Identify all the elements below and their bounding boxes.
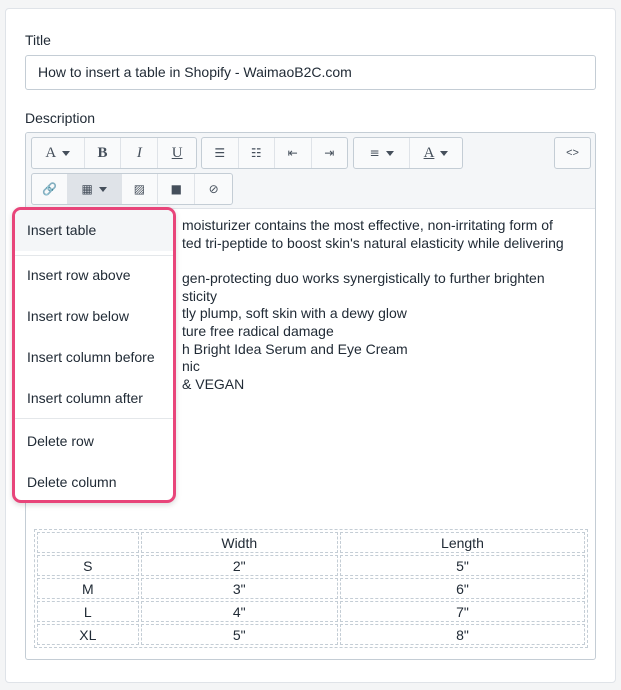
text-color-button[interactable] [410,138,462,168]
content-line: sticity [182,287,217,304]
menu-item-insert-table[interactable]: Insert table [15,210,173,251]
content-line: h Bright Idea Serum and Eye Cream [182,340,408,357]
content-line: moisturizer contains the most effective, non-irritating form of [182,217,553,233]
bold-button[interactable] [85,138,122,168]
image-icon: ▨ [133,182,146,196]
align-button[interactable] [354,138,410,168]
menu-item-delete-column[interactable]: Delete column [27,474,117,490]
table-row [37,601,585,622]
indent-button[interactable] [312,138,348,168]
table-icon: ▦ [81,182,93,196]
table-cell[interactable]: 4" [141,601,338,622]
menu-item-insert-row-above[interactable]: Insert row above [27,267,131,283]
chevron-down-icon [99,187,107,192]
content-line: & VEGAN [182,375,245,392]
table-header-cell[interactable] [37,532,139,553]
numbered-list-button[interactable] [239,138,276,168]
table-cell[interactable]: 7" [340,601,585,622]
menu-item-delete-row[interactable]: Delete row [27,433,94,449]
table-cell[interactable]: S [37,555,139,576]
chevron-down-icon [386,151,394,156]
chevron-down-icon [440,151,448,156]
table-cell[interactable]: 6" [340,578,585,599]
editor-content[interactable] [182,217,564,393]
italic-icon: I [136,144,142,161]
link-button[interactable] [32,174,68,204]
link-icon: 🔗 [41,182,57,196]
menu-item-insert-row-below[interactable]: Insert row below [27,308,129,324]
table-button[interactable] [68,174,122,204]
table-cell[interactable]: L [37,601,139,622]
content-line: tly plump, soft skin with a dewy glow [182,305,407,322]
chevron-down-icon [62,151,70,156]
title-input[interactable]: How to insert a table in Shopify - WaimaoB2C.com [25,55,596,90]
font-icon: A [45,144,57,161]
outdent-icon: ⇤ [287,146,298,160]
content-line: gen-protecting duo works synergistically to further brighten [182,270,545,287]
editor-toolbar [26,133,595,209]
content-line: ted tri-peptide to boost skin's natural elasticity while delivering [182,234,564,251]
table-cell[interactable]: 5" [340,555,585,576]
underline-button[interactable] [158,138,196,168]
table-header-cell[interactable]: Width [141,532,338,553]
size-table[interactable] [34,529,588,648]
bold-icon: B [97,144,108,161]
table-cell[interactable]: 2" [141,555,338,576]
underline-icon: U [171,144,183,161]
table-row [37,624,585,645]
clear-format-button[interactable] [195,174,232,204]
text-color-icon: A [423,144,435,161]
description-label: Description [25,110,96,126]
font-button[interactable] [32,138,85,168]
numbered-list-icon: ☷ [250,146,262,160]
table-cell[interactable]: XL [37,624,139,645]
content-line: ture free radical damage [182,322,334,339]
content-line: nic [182,358,200,375]
table-row [37,578,585,599]
content-line [182,252,564,270]
table-cell[interactable]: M [37,578,139,599]
table-header-row [37,532,585,553]
indent-icon: ⇥ [324,146,335,160]
table-cell[interactable]: 8" [340,624,585,645]
video-icon: ■ [170,182,182,196]
bullet-list-button[interactable] [202,138,239,168]
bullet-list-icon: ☰ [214,146,226,160]
align-icon: ≡ [369,146,380,160]
video-button[interactable] [158,174,195,204]
menu-item-insert-column-after[interactable]: Insert column after [27,390,143,406]
italic-button[interactable] [121,138,158,168]
table-header-cell[interactable]: Length [340,532,585,553]
table-cell[interactable]: 5" [141,624,338,645]
title-label: Title [25,32,51,48]
table-row [37,555,585,576]
code-view-button[interactable]: <> [566,147,579,159]
menu-item-insert-column-before[interactable]: Insert column before [27,349,155,365]
menu-divider [15,255,173,256]
menu-divider [15,418,173,419]
clear-format-icon: ⊘ [208,182,219,196]
table-cell[interactable]: 3" [141,578,338,599]
outdent-button[interactable] [275,138,312,168]
image-button[interactable] [122,174,159,204]
table-dropdown-menu [12,207,176,503]
